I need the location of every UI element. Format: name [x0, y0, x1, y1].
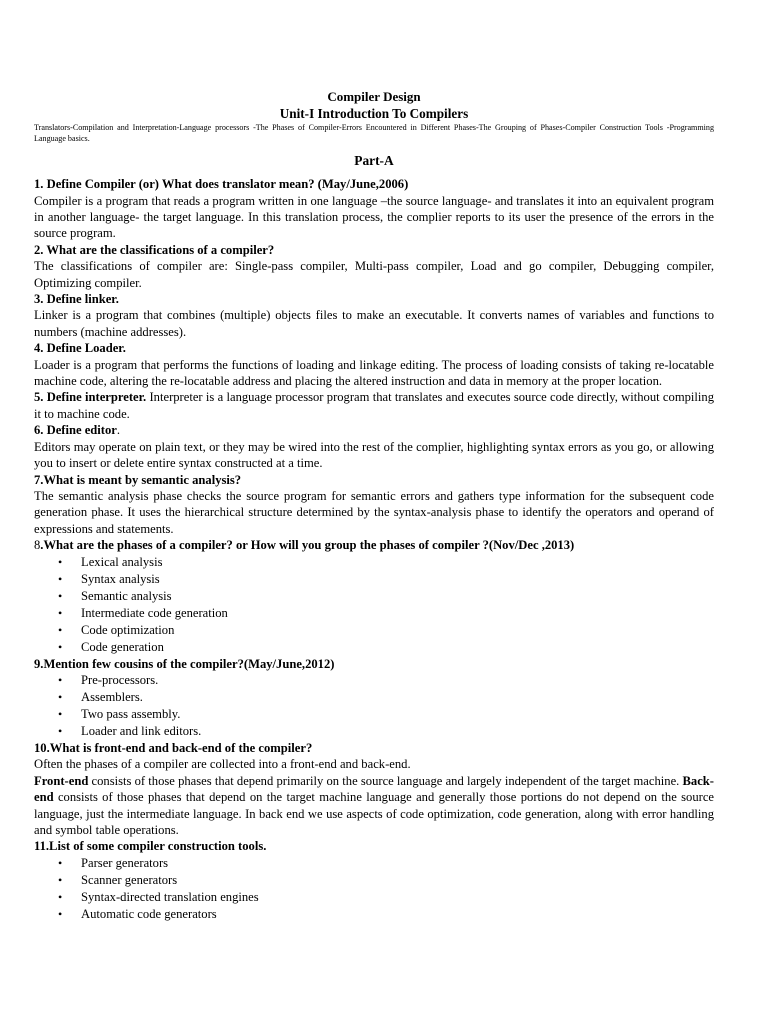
- answer-10-intro: Often the phases of a compiler are collected into a front-end and back-end.: [34, 757, 411, 772]
- tools-list: [34, 855, 714, 923]
- list-item: • Syntax-directed translation engines: [81, 889, 714, 906]
- phases-list: [34, 554, 714, 656]
- question-5: 5. Define interpreter.: [34, 390, 147, 405]
- question-8-number: 8: [34, 538, 41, 553]
- list-item: • Parser generators: [81, 855, 714, 872]
- syllabus-topics: Translators-Compilation and Interpretation-Language processors -The Phases of Compiler-Errors Encountered in Different Phases-The Grouping of Phases-Compiler Construction Tools -Programming Language basics.: [34, 123, 714, 143]
- list-item: • Pre-processors.: [81, 672, 714, 689]
- question-8: .What are the phases of a compiler? or How will you group the phases of compiler ?(Nov/Dec ,2013): [40, 538, 575, 553]
- list-item: • Code generation: [81, 639, 714, 656]
- question-2: 2. What are the classifications of a compiler?: [34, 242, 275, 257]
- question-1: 1. Define Compiler (or) What does translator mean? (May/June,2006): [34, 177, 409, 192]
- list-item: • Code optimization: [81, 622, 714, 639]
- list-item: • Automatic code generators: [81, 906, 714, 923]
- front-end-label: Front-end: [34, 773, 89, 788]
- answer-4: Loader is a program that performs the functions of loading and linkage editing. The process of loading consists of taking re-locatable machine code, altering the re-locatable address and placing the altered instruction and data in memory at the proper location.: [34, 357, 714, 389]
- list-item: • Intermediate code generation: [81, 605, 714, 622]
- question-7: 7.What is meant by semantic analysis?: [34, 472, 242, 487]
- question-answer-5: [34, 389, 714, 422]
- answer-2: The classifications of compiler are: Single-pass compiler, Multi-pass compiler, Load and go compiler, Debugging compiler, Optimizing compiler.: [34, 259, 714, 290]
- list-item: • Lexical analysis: [81, 554, 714, 571]
- back-end-text: consists of those phases that depend on the target machine language and generally those portions do not depend on the source language, just the intermediate language. In back end we use aspects of code optimization, code generation, along with error handling and symbol table operations.: [34, 790, 714, 837]
- course-title: Compiler Design: [327, 89, 421, 104]
- document-content: [34, 86, 714, 923]
- question-6-line: [34, 422, 714, 438]
- unit-title: Unit-I Introduction To Compilers: [279, 106, 469, 121]
- list-item: • Assemblers.: [81, 689, 714, 706]
- answer-7: The semantic analysis phase checks the source program for semantic errors and gathers type information for the subsequent code generation phase. It uses the hierarchical structure determined by the syntax-analysis phase to identify the operators and operand of expressions and statements.: [34, 488, 714, 536]
- part-heading: Part-A: [354, 153, 394, 169]
- answer-1: Compiler is a program that reads a program written in one language –the source language- and translates it into an equivalent program in another language- the target language. In this translation process, the complier reports to its user the presence of the errors in the source program.: [34, 193, 714, 241]
- question-6: 6. Define editor: [34, 423, 117, 438]
- question-10: 10.What is front-end and back-end of the compiler?: [34, 740, 313, 755]
- question-9: 9.Mention few cousins of the compiler?(May/June,2012): [34, 656, 335, 671]
- question-4: 4. Define Loader.: [34, 341, 126, 356]
- question-6-suffix: .: [116, 423, 121, 438]
- list-item: • Loader and link editors.: [81, 723, 714, 740]
- question-11: 11.List of some compiler construction tools.: [34, 839, 267, 854]
- answer-3: Linker is a program that combines (multiple) objects files to make an executable. It converts names of variables and functions to numbers (machine addresses).: [34, 308, 714, 339]
- answer-5: Interpreter is a language processor program that translates and executes source code directly, without compiling it to machine code.: [34, 390, 714, 421]
- cousins-list: [34, 672, 714, 740]
- list-item: • Syntax analysis: [81, 571, 714, 588]
- back-end-label: Back-end: [34, 773, 714, 805]
- front-end-text: consists of those phases that depend primarily on the source language and largely independent of the target machine.: [88, 773, 683, 788]
- list-item: • Semantic analysis: [81, 588, 714, 605]
- answer-10-body: [34, 773, 714, 839]
- list-item: • Two pass assembly.: [81, 706, 714, 723]
- answer-6: Editors may operate on plain text, or they may be wired into the rest of the complier, highlighting syntax errors as you go, or allowing you to insert or delete entire syntax constructed at a time.: [34, 439, 714, 471]
- question-3: 3. Define linker.: [34, 292, 119, 307]
- question-8-line: [34, 537, 714, 553]
- list-item: • Scanner generators: [81, 872, 714, 889]
